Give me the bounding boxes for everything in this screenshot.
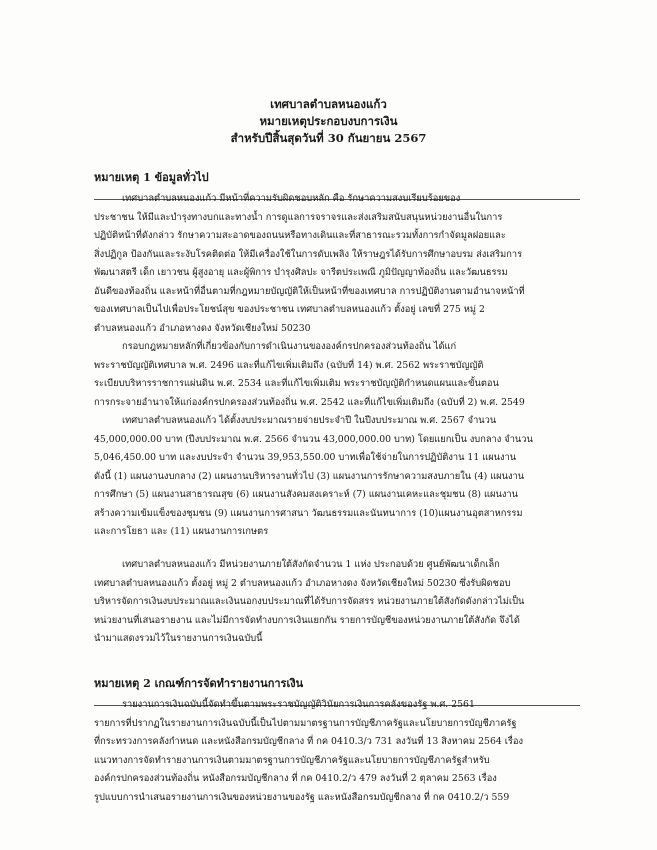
paragraph-text [94, 412, 580, 542]
text-line: และการโยธา และ (11) แผนงานการเกษตร [94, 526, 269, 537]
text-line: 5,046,450.00 บาท และงบประจำ จำนวน 39,953,550.00 บาทเพื่อใช้จ่ายในการปฏิบัติงาน 11 แผนงาน [94, 452, 517, 463]
note-1-paragraph-4 [94, 556, 580, 649]
text-line: เทศบาลตำบลหนองแก้ว ตั้งอยู่ หมู่ 2 ตำบลหนองแก้ว อำเภอหางดง จังหวัดเชียงใหม่ 50230 ซึ่งรับผิดชอบ [94, 577, 511, 589]
note-1-heading-text: หมายเหตุ 1 ข้อมูลทั่วไป [94, 171, 209, 184]
text-line: รูปแบบการนำเสนอรายงานการเงินของหน่วยงานของรัฐ และหนังสือกรมบัญชีกลาง ที่ กค 0410.2/ว 559 [94, 791, 510, 803]
text-line: แนวทางการจัดทำรายงานการเงินตามมาตรฐานการบัญชีภาครัฐและนโยบายการบัญชีภาครัฐสำหรับ [94, 754, 490, 766]
text-line: การศึกษา (5) แผนงานสาธารณสุข (6) แผนงานสังคมสงเคราะห์ (7) แผนงานเคหะและชุมชน (8) แผนงาน [94, 489, 518, 500]
text-line: อันดีของท้องถิ่น และหน้าที่อื่นตามที่กฎหมายบัญญัติให้เป็นหน้าที่ของเทศบาล การปฏิบัติงานตามอำนาจหน้าที่ [94, 285, 525, 297]
text-line: องค์กรปกครองส่วนท้องถิ่น หนังสือกรมบัญชีกลาง ที่ กค 0410.2/ว 479 ลงวันที่ 2 ตุลาคม 2563 เรื่อง [94, 773, 497, 784]
text-line: พัฒนาสตรี เด็ก เยาวชน ผู้สูงอายุ และผู้พิการ บำรุงศิลปะ จารีตประเพณี ภูมิปัญญาท้องถิ่น และวัฒนธรรม [94, 267, 508, 278]
note-1-paragraph-2 [94, 338, 580, 412]
text-line: รายการที่ปรากฏในรายงานการเงินฉบับนี้เป็นไปตามมาตรฐานการบัญชีภาครัฐและนโยบายการบัญชีภาครัฐ [94, 717, 517, 729]
text-line: เทศบาลตำบลหนองแก้ว มีหน้าที่ความรับผิดชอบหลัก คือ รักษาความสงบเรียบร้อยของ [122, 193, 461, 204]
text-line: ที่กระทรวงการคลังกำหนด และหนังสือกรมบัญชีกลาง ที่ กค 0410.3/ว 731 ลงวันที่ 13 สิงหาคม 2564 เรื่อง [94, 736, 524, 747]
text-line: บริหารจัดการเงินงบประมาณและเงินนอกงบประมาณที่ได้รับการจัดสรร หน่วยงานภายใต้สังกัดดังกล่าวไม่เป็น [94, 596, 525, 607]
text-line: สร้างความเข้มแข็งของชุมชน (9) แผนงานการศาสนา วัฒนธรรมและนันทนาการ (10)แผนงานอุตสาหกรรม [94, 507, 523, 519]
note-1-paragraph-3 [94, 412, 580, 542]
text-line: ระเบียบบริหารราชการแผ่นดิน พ.ศ. 2534 และที่แก้ไขเพิ่มเติม พระราชบัญญัติกำหนดแผนและขั้นตอน [94, 378, 499, 389]
text-line: เทศบาลตำบลหนองแก้ว ได้ตั้งงบประมาณรายจ่ายประจำปี ในปีงบประมาณ พ.ศ. 2567 จำนวน [122, 415, 497, 426]
text-line: ปฏิบัติหน้าที่ดังกล่าว รักษาความสะอาดของถนนหรือทางเดินและที่สาธารณะรวมทั้งการกำจัดมูลฝอยและ [94, 230, 506, 241]
text-line: พระราชบัญญัติเทศบาล พ.ศ. 2496 และที่แก้ไขเพิ่มเติมถึง (ฉบับที่ 14) พ.ศ. 2562 พระราชบัญญัติ [94, 359, 484, 371]
organization-title: เทศบาลตำบลหนองแก้ว [270, 97, 387, 111]
text-line: รายงานการเงินฉบับนี้จัดทำขึ้นตามพระราชบัญญัติวินัยการเงินการคลังของรัฐ พ.ศ. 2561 [122, 699, 475, 710]
text-line: ของเทศบาลเป็นไปเพื่อประโยชน์สุข ของประชาชน เทศบาลตำบลหนองแก้ว ตั้งอยู่ เลขที่ 275 หมู่ 2 [94, 304, 485, 315]
text-line: 45,000,000.00 บาท (ปีงบประมาณ พ.ศ. 2566 จำนวน 43,000,000.00 บาท) โดยแยกเป็น งบกลาง จำนวน [94, 433, 533, 445]
paragraph-text [94, 190, 580, 338]
text-line: หน่วยงานที่เสนอรายงาน และไม่มีการจัดทำงบการเงินแยกกัน รายการบัญชีของหน่วยงานภายใต้สังกัด จึงได้ [94, 614, 520, 626]
text-line: ตำบลหนองแก้ว อำเภอหางดง จังหวัดเชียงใหม่ 50230 [94, 322, 311, 334]
text-line: ดังนี้ (1) แผนงานงบกลาง (2) แผนงานบริหารงานทั่วไป (3) แผนงานการรักษาความสงบภายใน (4) แผนงาน [94, 470, 525, 482]
paragraph-text [94, 338, 580, 412]
document-header [0, 96, 657, 147]
text-line: ประชาชน ให้มีและบำรุงทางบกและทางน้ำ การดูแลการจราจรและส่งเสริมสนับสนุนหน่วยงานอื่นในการ [94, 211, 503, 223]
paragraph-text [94, 556, 580, 649]
text-line: การกระจายอำนาจให้แก่องค์กรปกครองส่วนท้องถิ่น พ.ศ. 2542 และที่แก้ไขเพิ่มเติมถึง (ฉบับที่ 2) พ.ศ. 2549 [94, 396, 525, 408]
text-line: เทศบาลตำบลหนองแก้ว มีหน่วยงานภายใต้สังกัดจำนวน 1 แห่ง ประกอบด้วย ศูนย์พัฒนาเด็กเล็ก [122, 559, 500, 570]
text-line: สิ่งปฏิกูล ป้องกันและระงับโรคติดต่อ ให้มีเครื่องใช้ในการดับเพลิง ให้ราษฎรได้รับการศึกษาอบรม ส่งเสริมการ [94, 248, 523, 260]
note-2-paragraph-1 [94, 696, 580, 807]
text-line: นำมาแสดงรวมไว้ในรายงานการเงินฉบับนี้ [94, 633, 263, 644]
document-title: หมายเหตุประกอบงบการเงิน [259, 114, 398, 128]
note-1-paragraph-1 [94, 190, 580, 338]
note-2-heading-text: หมายเหตุ 2 เกณฑ์การจัดทำรายงานการเงิน [94, 677, 304, 690]
period-title: สำหรับปีสิ้นสุดวันที่ 30 กันยายน 2567 [230, 131, 427, 145]
paragraph-text [94, 696, 580, 807]
text-line: กรอบกฎหมายหลักที่เกี่ยวข้องกับการดำเนินงานขององค์กรปกครองส่วนท้องถิ่น ได้แก่ [122, 341, 457, 352]
